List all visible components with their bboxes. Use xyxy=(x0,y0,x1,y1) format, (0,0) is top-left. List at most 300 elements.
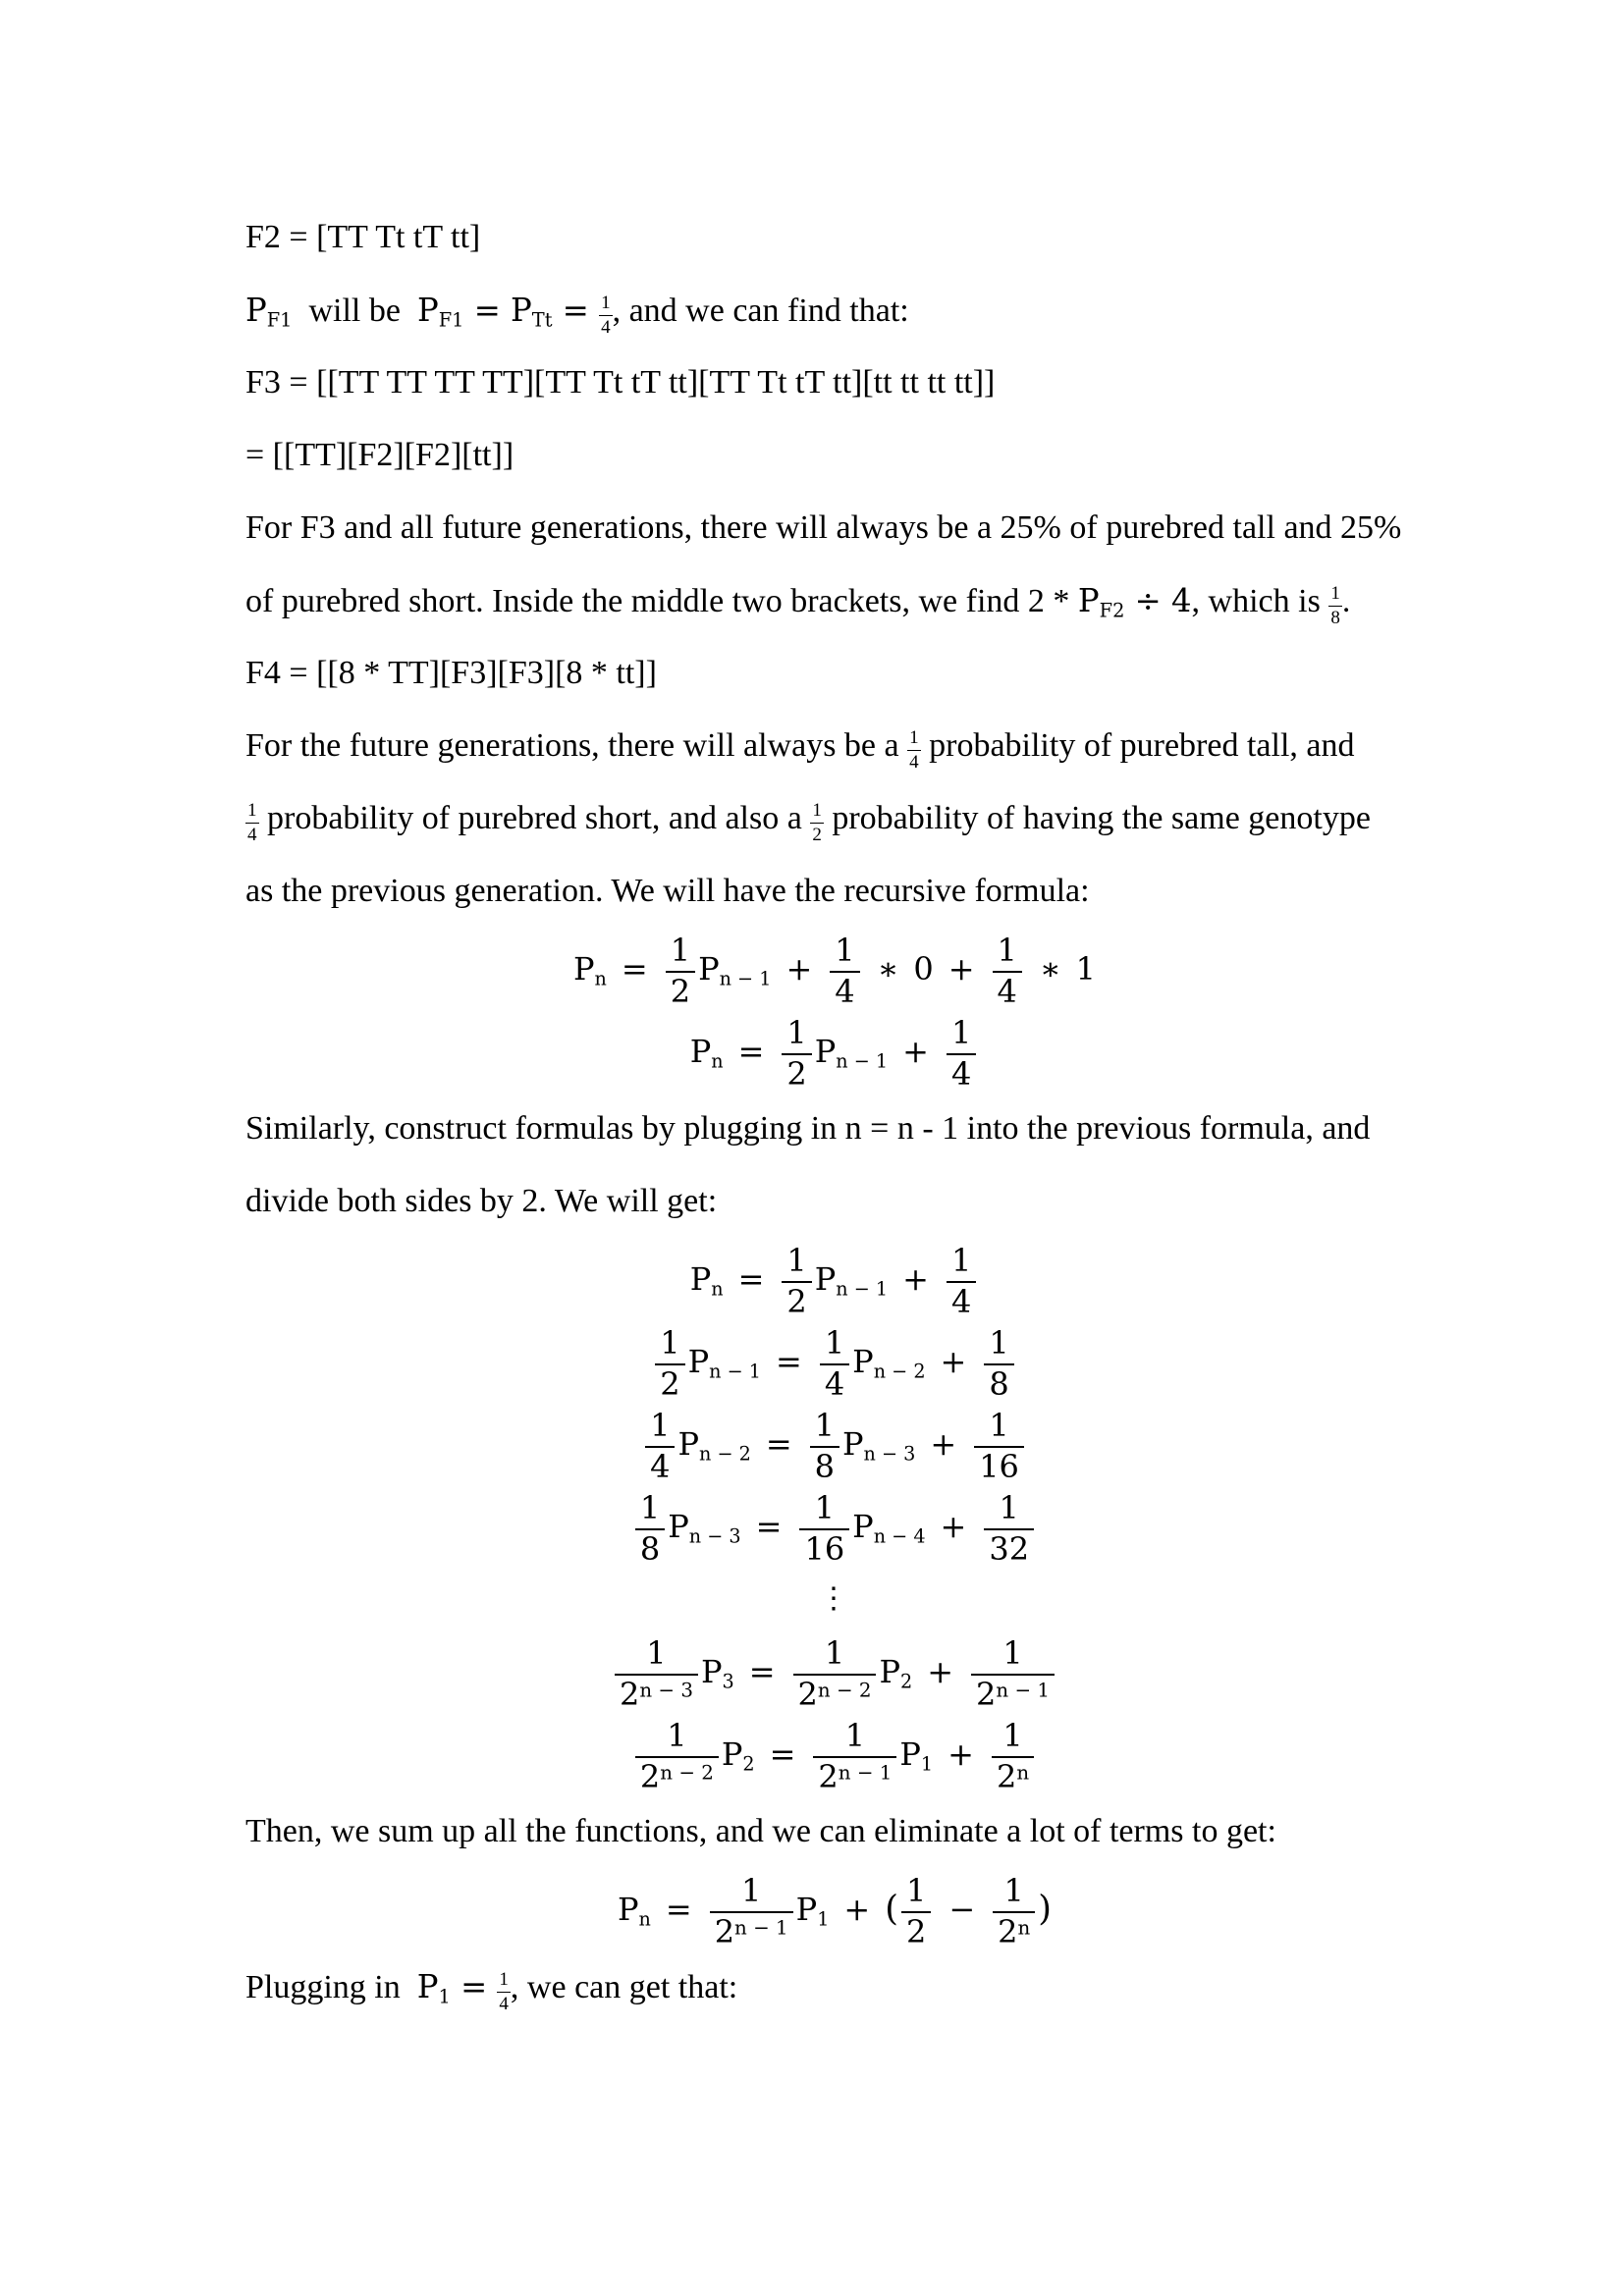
fraction-bar xyxy=(1328,606,1342,607)
denominator-base: 2 xyxy=(619,1675,640,1713)
doc-line-para-sum xyxy=(245,1795,1424,1868)
fraction-numerator: 1 xyxy=(950,1241,972,1279)
math-base: P xyxy=(795,1891,818,1928)
text-run xyxy=(245,509,1401,546)
text-run xyxy=(921,727,1355,764)
math-operator xyxy=(948,1891,975,1928)
math-base: P xyxy=(689,1033,712,1070)
fraction-denominator xyxy=(793,1675,877,1713)
denominator-exponent: n − 1 xyxy=(996,1679,1051,1702)
math-run xyxy=(1077,582,1125,622)
denominator-exponent: n − 2 xyxy=(817,1679,872,1702)
page-content xyxy=(245,201,1424,2023)
text-content: Plugging in xyxy=(245,1969,417,2005)
text-content: For F3 and all future generations, there will always be a 25% of purebred tall and 25% xyxy=(245,509,1402,546)
math-base: P xyxy=(1077,582,1100,619)
fraction xyxy=(820,1323,849,1403)
doc-line-para-f3-line2 xyxy=(245,564,1424,637)
fraction-numerator: 1 xyxy=(1002,1633,1023,1672)
math-subscript: n − 3 xyxy=(688,1524,741,1548)
text-run xyxy=(1342,583,1351,619)
fraction-denominator xyxy=(615,1675,698,1713)
math-base: = xyxy=(769,1735,796,1773)
math-base: = xyxy=(765,1425,792,1463)
math-run xyxy=(842,1425,916,1466)
math-subscript: 1 xyxy=(438,1985,451,2008)
fraction-numerator: 1 xyxy=(835,931,855,969)
fraction xyxy=(635,1488,665,1568)
fraction-numerator: 1 xyxy=(650,1406,671,1444)
fraction-denominator xyxy=(820,1364,849,1403)
math-base: = xyxy=(621,950,648,988)
math-base: + xyxy=(940,1508,967,1545)
doc-line-eq-chain-p3 xyxy=(245,1630,1424,1713)
math-operator xyxy=(948,950,975,988)
doc-line-para-future-line1 xyxy=(245,710,1424,782)
fraction xyxy=(645,1406,675,1485)
denominator-base: 4 xyxy=(499,1993,509,2014)
math-base: P xyxy=(852,1343,874,1380)
fraction-numerator: 1 xyxy=(499,1968,509,1990)
denominator-base: 2 xyxy=(996,1757,1017,1795)
math-run xyxy=(617,1891,651,1931)
math-operator xyxy=(947,1735,974,1773)
doc-line-eq-recursive-simplified xyxy=(245,1010,1424,1093)
parenthesis xyxy=(1038,1889,1052,1929)
math-base: P xyxy=(617,1891,639,1928)
fraction xyxy=(710,1871,793,1950)
text-run xyxy=(824,800,1371,836)
math-operator xyxy=(785,950,812,988)
denominator-exponent: n − 2 xyxy=(660,1761,714,1785)
fraction xyxy=(830,931,859,1010)
text-content: , and we can find that: xyxy=(612,293,909,329)
doc-line-eq-recursive-full xyxy=(245,928,1424,1010)
denominator-base: 16 xyxy=(804,1529,845,1568)
math-base: = xyxy=(776,1343,802,1380)
fraction-numerator: 1 xyxy=(824,1323,845,1362)
math-base: ) xyxy=(1038,1889,1052,1929)
text-content: = [[TT][F2][F2][tt]] xyxy=(245,437,514,473)
denominator-base: 2 xyxy=(998,1912,1018,1950)
fraction-numerator: 1 xyxy=(989,1323,1009,1362)
fraction-denominator xyxy=(984,1529,1034,1568)
math-base: + xyxy=(927,1653,954,1690)
math-subscript: n − 1 xyxy=(836,1277,889,1301)
fraction-numerator: 1 xyxy=(814,1406,835,1444)
text-content: F4 = [[8 * TT][F3][F3][8 * tt]] xyxy=(245,655,657,691)
math-run xyxy=(852,1508,926,1548)
math-run xyxy=(700,1653,734,1693)
doc-line-f3-simplified xyxy=(245,419,1424,492)
fraction-denominator xyxy=(782,1054,811,1093)
fraction-bar xyxy=(245,823,259,824)
math-run xyxy=(573,950,607,988)
fraction-denominator xyxy=(993,972,1022,1010)
math-base: + xyxy=(947,1735,974,1773)
math-subscript: n − 2 xyxy=(698,1442,751,1466)
fraction-numerator: 1 xyxy=(247,799,257,821)
denominator-base: 8 xyxy=(1330,607,1340,628)
math-base: P xyxy=(689,1260,712,1298)
fraction-denominator xyxy=(599,318,613,338)
math-base: P xyxy=(852,1508,874,1545)
fraction-denominator xyxy=(645,1447,675,1485)
fraction xyxy=(1328,584,1342,628)
math-subscript: n xyxy=(638,1907,651,1931)
fraction xyxy=(793,1633,877,1713)
math-operator xyxy=(776,1343,802,1380)
math-run xyxy=(1076,950,1096,988)
math-subscript: n − 1 xyxy=(836,1049,889,1073)
fraction-bar xyxy=(497,1992,511,1993)
fraction-denominator xyxy=(947,1054,976,1093)
math-base: P xyxy=(245,292,267,329)
denominator-exponent: n − 1 xyxy=(734,1916,788,1940)
math-base: P xyxy=(814,1260,837,1298)
fraction xyxy=(655,1323,684,1403)
text-run xyxy=(245,727,907,764)
fraction-numerator: 1 xyxy=(999,1488,1019,1526)
math-operator xyxy=(927,1653,953,1690)
denominator-base: 2 xyxy=(905,1912,927,1950)
fraction-numerator: 1 xyxy=(660,1323,680,1362)
math-base: P xyxy=(700,1653,723,1690)
math-base: ( xyxy=(885,1889,898,1929)
fraction xyxy=(635,1716,719,1795)
math-subscript: n xyxy=(711,1277,724,1301)
math-base: + xyxy=(843,1891,871,1928)
fraction-denominator xyxy=(830,972,859,1010)
denominator-base: 2 xyxy=(670,972,691,1010)
text-content: For the future generations, there will always be a xyxy=(245,727,908,764)
text-run xyxy=(245,655,657,691)
fraction-denominator xyxy=(971,1675,1055,1713)
fraction xyxy=(974,1406,1024,1485)
text-run xyxy=(245,873,1090,909)
math-operator xyxy=(749,1653,776,1690)
math-base: P xyxy=(511,292,532,329)
math-base: ÷ 4 xyxy=(1124,582,1192,619)
denominator-base: 2 xyxy=(976,1675,997,1713)
fraction xyxy=(947,1241,976,1320)
doc-line-pf1-line xyxy=(245,274,1424,347)
math-subscript: n − 3 xyxy=(863,1442,916,1466)
doc-line-f3-def xyxy=(245,347,1424,419)
fraction xyxy=(810,801,824,845)
math-operator xyxy=(770,1735,796,1773)
fraction-denominator xyxy=(655,1364,684,1403)
fraction xyxy=(245,801,259,845)
math-run xyxy=(245,292,293,332)
text-content: Similarly, construct formulas by plugging in n = n - 1 into the previous formula, and xyxy=(245,1110,1371,1147)
denominator-base: 4 xyxy=(835,972,855,1010)
fraction-numerator: 1 xyxy=(639,1488,661,1526)
fraction-denominator xyxy=(710,1912,793,1950)
text-content: Then, we sum up all the functions, and we can eliminate a lot of terms to get: xyxy=(245,1813,1276,1849)
math-subscript: 1 xyxy=(920,1752,934,1776)
denominator-base: 4 xyxy=(997,972,1017,1010)
math-base: + xyxy=(785,950,813,988)
math-subscript: n xyxy=(594,967,607,990)
math-run xyxy=(511,292,553,332)
fraction-denominator xyxy=(901,1912,931,1950)
fraction-numerator: 1 xyxy=(824,1633,845,1672)
math-run xyxy=(721,1735,755,1776)
text-content: divide both sides by 2. We will get: xyxy=(245,1183,718,1219)
math-subscript: n xyxy=(711,1049,724,1073)
math-base: = xyxy=(737,1033,765,1070)
fraction-bar xyxy=(599,315,613,316)
math-run xyxy=(451,1968,498,2005)
text-content: will be xyxy=(292,293,417,329)
fraction-numerator: 1 xyxy=(667,1716,687,1754)
text-run xyxy=(245,364,995,400)
math-subscript: n − 4 xyxy=(873,1524,926,1548)
math-base: P xyxy=(573,950,595,988)
math-subscript: F1 xyxy=(438,308,464,332)
math-subscript: 3 xyxy=(722,1670,734,1693)
math-run xyxy=(687,1343,761,1383)
math-subscript: 2 xyxy=(900,1670,913,1693)
text-content: F2 = [TT Tt tT tt] xyxy=(245,219,481,255)
text-run xyxy=(245,219,480,255)
math-base: − xyxy=(948,1891,976,1928)
math-operator xyxy=(738,1260,765,1298)
text-run xyxy=(1192,583,1329,619)
text-content: , we can get that: xyxy=(510,1969,738,2005)
math-base: ∗ xyxy=(1039,950,1061,988)
math-base: + xyxy=(930,1425,957,1463)
text-run xyxy=(259,800,811,836)
fraction-denominator xyxy=(810,826,824,845)
math-base: P xyxy=(842,1425,864,1463)
math-run xyxy=(913,950,933,988)
fraction-numerator: 1 xyxy=(740,1871,762,1909)
fraction xyxy=(782,1241,811,1320)
math-subscript: n − 1 xyxy=(719,967,772,990)
fraction xyxy=(810,1406,839,1485)
fraction-numerator: 1 xyxy=(646,1633,667,1672)
fraction-denominator xyxy=(635,1529,665,1568)
denominator-base: 2 xyxy=(812,824,822,845)
fraction xyxy=(901,1871,931,1950)
denominator-base: 4 xyxy=(247,824,257,845)
text-content: probability of purebred short, and also a xyxy=(258,800,811,836)
fraction xyxy=(782,1013,811,1093)
doc-line-para-f3-line1 xyxy=(245,492,1424,564)
text-run xyxy=(245,1813,1276,1849)
denominator-base: 2 xyxy=(639,1757,661,1795)
math-run xyxy=(899,1735,934,1776)
text-content: F3 = [[TT TT TT TT][TT Tt tT tt][TT Tt tT tt][tt tt tt tt]] xyxy=(245,364,996,400)
denominator-base: 4 xyxy=(824,1364,845,1403)
fraction-denominator xyxy=(810,1447,839,1485)
doc-line-vertical-dots xyxy=(245,1568,1424,1630)
doc-line-para-plugging xyxy=(245,1950,1424,2023)
math-base: P xyxy=(879,1653,901,1690)
math-base: P xyxy=(416,1968,439,2005)
text-content: as the previous generation. We will have the recursive formula: xyxy=(245,873,1090,909)
fraction-denominator xyxy=(666,972,695,1010)
doc-line-para-similarly-line2 xyxy=(245,1165,1424,1238)
math-base: P xyxy=(698,950,720,988)
text-content: ⋮ xyxy=(819,1582,850,1615)
text-run xyxy=(245,1110,1370,1147)
math-base: P xyxy=(721,1735,743,1773)
math-base: P xyxy=(814,1033,837,1070)
fraction-denominator xyxy=(907,753,921,773)
math-base: = xyxy=(748,1653,776,1690)
fraction-numerator: 1 xyxy=(786,1013,807,1051)
denominator-base: 32 xyxy=(989,1529,1030,1568)
doc-line-f4-def xyxy=(245,637,1424,710)
math-subscript: 2 xyxy=(742,1752,755,1776)
fraction-numerator: 1 xyxy=(950,1013,972,1051)
doc-line-para-similarly-line1 xyxy=(245,1093,1424,1165)
fraction xyxy=(993,931,1022,1010)
math-operator xyxy=(622,950,648,988)
fraction xyxy=(666,931,695,1010)
math-base: + xyxy=(940,1343,967,1380)
math-run xyxy=(677,1425,751,1466)
fraction-denominator xyxy=(992,1757,1034,1795)
fraction xyxy=(599,294,613,338)
doc-line-para-future-line3 xyxy=(245,855,1424,928)
math-operator xyxy=(902,1033,929,1070)
fraction-denominator xyxy=(984,1364,1013,1403)
fraction-denominator xyxy=(799,1529,849,1568)
fraction-numerator: 1 xyxy=(989,1406,1009,1444)
math-operator xyxy=(941,1343,967,1380)
denominator-base: 4 xyxy=(950,1054,972,1093)
math-subscript: 1 xyxy=(817,1907,830,1931)
math-run xyxy=(879,1653,913,1693)
denominator-base: 8 xyxy=(814,1447,835,1485)
text-run xyxy=(613,293,909,329)
fraction-denominator xyxy=(497,1995,511,2014)
doc-line-eq-chain-1 xyxy=(245,1320,1424,1403)
math-operator xyxy=(738,1033,765,1070)
fraction xyxy=(497,1970,511,2014)
math-base: + xyxy=(902,1033,929,1070)
math-run xyxy=(463,292,511,329)
math-operator xyxy=(1040,950,1061,988)
math-run xyxy=(416,1968,451,2008)
math-base: = xyxy=(450,1968,498,2005)
fraction-numerator: 1 xyxy=(909,726,919,748)
doc-line-f2-def xyxy=(245,201,1424,274)
math-base: + xyxy=(947,950,975,988)
doc-line-eq-final xyxy=(245,1868,1424,1950)
denominator-base: 2 xyxy=(660,1364,680,1403)
fraction-numerator: 1 xyxy=(601,292,611,313)
fraction xyxy=(993,1871,1035,1950)
fraction xyxy=(984,1488,1034,1568)
math-run xyxy=(689,1260,724,1301)
text-run xyxy=(245,1183,717,1219)
math-base: P xyxy=(899,1735,921,1773)
math-base: = xyxy=(463,292,512,329)
doc-line-eq-chain-p2 xyxy=(245,1713,1424,1795)
fraction xyxy=(971,1633,1055,1713)
math-run xyxy=(852,1343,926,1383)
math-subscript: n − 2 xyxy=(873,1360,926,1383)
denominator-exponent: n − 1 xyxy=(838,1761,893,1785)
denominator-exponent: n xyxy=(1016,1761,1030,1785)
math-operator xyxy=(756,1508,783,1545)
denominator-exponent: n − 3 xyxy=(639,1679,693,1702)
math-subscript: Tt xyxy=(531,308,553,332)
math-subscript: F2 xyxy=(1099,599,1125,622)
math-base: 1 xyxy=(1075,950,1096,988)
fraction xyxy=(615,1633,698,1713)
text-run xyxy=(245,437,514,473)
math-run xyxy=(552,292,599,329)
text-content: of purebred short. Inside the middle two brackets, we find 2 * xyxy=(245,583,1078,619)
denominator-base: 8 xyxy=(639,1529,661,1568)
text-run xyxy=(819,1582,850,1615)
fraction-denominator xyxy=(993,1912,1035,1950)
math-operator xyxy=(930,1425,956,1463)
math-subscript: n − 1 xyxy=(709,1360,761,1383)
fraction-denominator xyxy=(245,826,259,845)
fraction-denominator xyxy=(974,1447,1024,1485)
text-content: probability of having the same genotype xyxy=(823,800,1371,836)
math-base: ∗ xyxy=(877,950,899,988)
denominator-base: 2 xyxy=(786,1054,807,1093)
denominator-base: 4 xyxy=(950,1282,972,1320)
fraction xyxy=(947,1013,976,1093)
fraction xyxy=(813,1716,896,1795)
fraction-denominator xyxy=(947,1282,976,1320)
fraction-denominator xyxy=(1328,609,1342,628)
math-operator xyxy=(941,1508,967,1545)
denominator-base: 2 xyxy=(797,1675,818,1713)
fraction xyxy=(799,1488,849,1568)
text-run xyxy=(245,1969,417,2005)
fraction-numerator: 1 xyxy=(670,931,691,969)
parenthesis xyxy=(885,1889,898,1929)
math-run xyxy=(814,1033,889,1073)
text-content: . xyxy=(1341,583,1351,619)
math-base: + xyxy=(902,1260,929,1298)
math-operator xyxy=(878,950,899,988)
fraction-bar xyxy=(907,750,921,751)
text-content: , which is xyxy=(1191,583,1329,619)
denominator-exponent: n xyxy=(1017,1916,1031,1940)
doc-line-para-future-line2 xyxy=(245,782,1424,855)
fraction-numerator: 1 xyxy=(786,1241,807,1279)
fraction xyxy=(992,1716,1034,1795)
denominator-base: 4 xyxy=(909,751,919,773)
denominator-base: 8 xyxy=(989,1364,1009,1403)
denominator-base: 4 xyxy=(650,1447,671,1485)
math-base: 0 xyxy=(913,950,934,988)
fraction-bar xyxy=(810,823,824,824)
math-operator xyxy=(902,1260,929,1298)
fraction-numerator: 1 xyxy=(844,1716,866,1754)
doc-line-eq-chain-0 xyxy=(245,1238,1424,1320)
fraction-numerator: 1 xyxy=(1003,1871,1024,1909)
fraction-numerator: 1 xyxy=(814,1488,835,1526)
math-operator xyxy=(766,1425,792,1463)
fraction xyxy=(984,1323,1013,1403)
fraction-numerator: 1 xyxy=(1330,582,1340,604)
fraction-denominator xyxy=(782,1282,811,1320)
text-run xyxy=(292,293,416,329)
denominator-base: 2 xyxy=(714,1912,735,1950)
